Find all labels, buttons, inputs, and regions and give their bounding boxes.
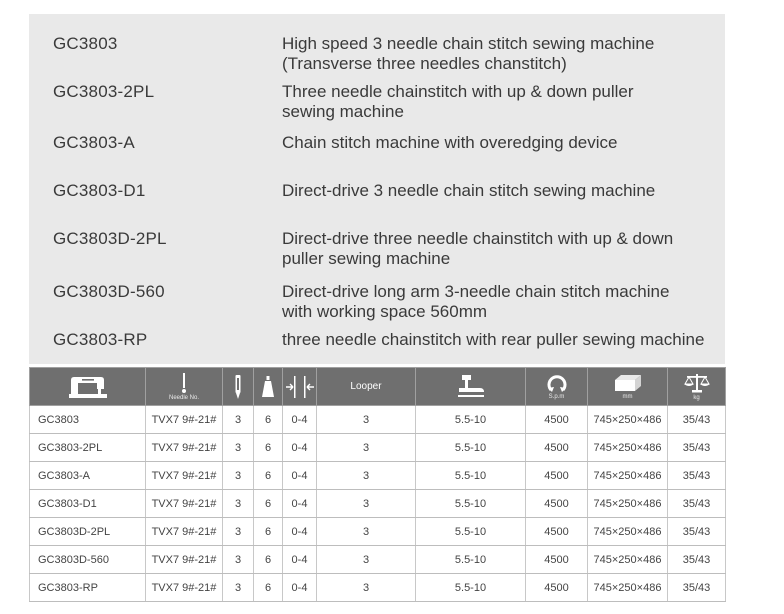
cell-needle: TVX7 9#-21# (146, 574, 223, 602)
cell-looper: 3 (317, 518, 416, 546)
cell-gauge: 0-4 (283, 490, 317, 518)
model-code: GC3803D-560 (53, 282, 165, 301)
model-description (282, 282, 722, 322)
model-description (282, 181, 722, 201)
cell-needles: 3 (223, 406, 254, 434)
cell-gauge: 0-4 (283, 546, 317, 574)
cell-stitch: 5.5-10 (416, 518, 526, 546)
cell-stitch: 5.5-10 (416, 574, 526, 602)
cell-spm: 4500 (526, 434, 588, 462)
cell-gauge: 0-4 (283, 574, 317, 602)
cell-size: 745×250×486 (588, 518, 668, 546)
model-code: GC3803-RP (53, 330, 148, 349)
cell-model: GC3803D-560 (30, 546, 146, 574)
box-size-icon (612, 373, 644, 393)
model-description-line: Direct-drive 3 needle chain stitch sewing machine (282, 181, 656, 200)
cell-needles: 3 (223, 546, 254, 574)
thread-cone-icon (261, 375, 275, 399)
cell-weight: 35/43 (668, 490, 726, 518)
cell-looper: 3 (317, 462, 416, 490)
needle-count-icon (233, 374, 243, 400)
header-size (588, 368, 668, 406)
model-list-panel (29, 14, 725, 364)
cell-size: 745×250×486 (588, 406, 668, 434)
cell-weight: 35/43 (668, 574, 726, 602)
cell-weight: 35/43 (668, 518, 726, 546)
cell-needle: TVX7 9#-21# (146, 490, 223, 518)
cell-needles: 3 (223, 462, 254, 490)
model-description (282, 34, 722, 74)
presser-foot-icon (456, 374, 486, 400)
model-description-line: with working space 560mm (282, 302, 488, 321)
weight-label: kg (693, 395, 700, 401)
model-description-line: Direct-drive long arm 3-needle chain stitch machine (282, 282, 670, 301)
speed-label: S.p.m (548, 394, 565, 400)
cell-spm: 4500 (526, 406, 588, 434)
cell-weight: 35/43 (668, 406, 726, 434)
table-row (30, 574, 726, 602)
cell-needle: TVX7 9#-21# (146, 406, 223, 434)
model-description-line: puller sewing machine (282, 249, 451, 268)
cell-model: GC3803D-2PL (30, 518, 146, 546)
cell-spm: 4500 (526, 574, 588, 602)
sewing-machine-icon (67, 374, 109, 400)
cell-threads: 6 (254, 546, 283, 574)
cell-stitch: 5.5-10 (416, 406, 526, 434)
cell-size: 745×250×486 (588, 490, 668, 518)
cell-needle: TVX7 9#-21# (146, 462, 223, 490)
model-code: GC3803-D1 (53, 181, 146, 200)
cell-looper: 3 (317, 490, 416, 518)
cell-weight: 35/43 (668, 546, 726, 574)
cell-gauge: 0-4 (283, 462, 317, 490)
cell-threads: 6 (254, 434, 283, 462)
model-description-line: three needle chainstitch with rear puller sewing machine (282, 330, 705, 349)
cell-model: GC3803-RP (30, 574, 146, 602)
spec-header-row (30, 368, 726, 406)
table-row (30, 434, 726, 462)
size-label: mm (622, 394, 633, 400)
cell-gauge: 0-4 (283, 518, 317, 546)
cell-looper: 3 (317, 434, 416, 462)
header-weight (668, 368, 726, 406)
model-code: GC3803 (53, 34, 118, 53)
header-stitch (416, 368, 526, 406)
model-code: GC3803-A (53, 133, 135, 152)
cell-model: GC3803 (30, 406, 146, 434)
cell-stitch: 5.5-10 (416, 462, 526, 490)
looper-label: Looper (350, 381, 382, 392)
speed-icon (546, 373, 568, 393)
cell-needle: TVX7 9#-21# (146, 518, 223, 546)
cell-stitch: 5.5-10 (416, 546, 526, 574)
cell-model: GC3803-D1 (30, 490, 146, 518)
needle-icon (179, 372, 189, 394)
cell-looper: 3 (317, 406, 416, 434)
cell-gauge: 0-4 (283, 406, 317, 434)
table-row (30, 518, 726, 546)
model-description (282, 82, 722, 122)
cell-spm: 4500 (526, 462, 588, 490)
model-description (282, 133, 722, 153)
cell-needles: 3 (223, 574, 254, 602)
header-speed (526, 368, 588, 406)
table-row (30, 462, 726, 490)
model-description-line: (Transverse three needles chanstitch) (282, 54, 567, 73)
model-description (282, 229, 722, 269)
model-description-line: Chain stitch machine with overedging device (282, 133, 618, 152)
cell-looper: 3 (317, 546, 416, 574)
header-needle (146, 368, 223, 406)
cell-weight: 35/43 (668, 462, 726, 490)
cell-weight: 35/43 (668, 434, 726, 462)
cell-stitch: 5.5-10 (416, 434, 526, 462)
cell-needle: TVX7 9#-21# (146, 434, 223, 462)
header-gauge (283, 368, 317, 406)
model-code: GC3803D-2PL (53, 229, 167, 248)
cell-threads: 6 (254, 462, 283, 490)
model-description-line: Direct-drive three needle chainstitch with up & down (282, 229, 674, 248)
cell-spm: 4500 (526, 546, 588, 574)
cell-looper: 3 (317, 574, 416, 602)
cell-model: GC3803-2PL (30, 434, 146, 462)
table-row (30, 546, 726, 574)
cell-threads: 6 (254, 406, 283, 434)
table-row (30, 406, 726, 434)
cell-gauge: 0-4 (283, 434, 317, 462)
cell-needles: 3 (223, 518, 254, 546)
model-description-line: Three needle chainstitch with up & down puller (282, 82, 634, 101)
cell-spm: 4500 (526, 518, 588, 546)
table-row (30, 490, 726, 518)
needle-gauge-icon (285, 375, 315, 399)
cell-stitch: 5.5-10 (416, 490, 526, 518)
scale-icon (683, 372, 711, 394)
model-description-line: sewing machine (282, 102, 404, 121)
cell-needle: TVX7 9#-21# (146, 546, 223, 574)
header-threads (254, 368, 283, 406)
cell-size: 745×250×486 (588, 546, 668, 574)
needle-label: Needle No. (168, 395, 200, 401)
cell-threads: 6 (254, 574, 283, 602)
spec-table (29, 367, 726, 602)
header-machine (30, 368, 146, 406)
cell-size: 745×250×486 (588, 462, 668, 490)
cell-needles: 3 (223, 490, 254, 518)
model-description-line: High speed 3 needle chain stitch sewing machine (282, 34, 655, 53)
cell-needles: 3 (223, 434, 254, 462)
model-description (282, 330, 722, 350)
model-code: GC3803-2PL (53, 82, 155, 101)
cell-size: 745×250×486 (588, 574, 668, 602)
header-needles (223, 368, 254, 406)
cell-model: GC3803-A (30, 462, 146, 490)
cell-threads: 6 (254, 490, 283, 518)
cell-size: 745×250×486 (588, 434, 668, 462)
cell-threads: 6 (254, 518, 283, 546)
cell-spm: 4500 (526, 490, 588, 518)
header-looper (317, 368, 416, 406)
